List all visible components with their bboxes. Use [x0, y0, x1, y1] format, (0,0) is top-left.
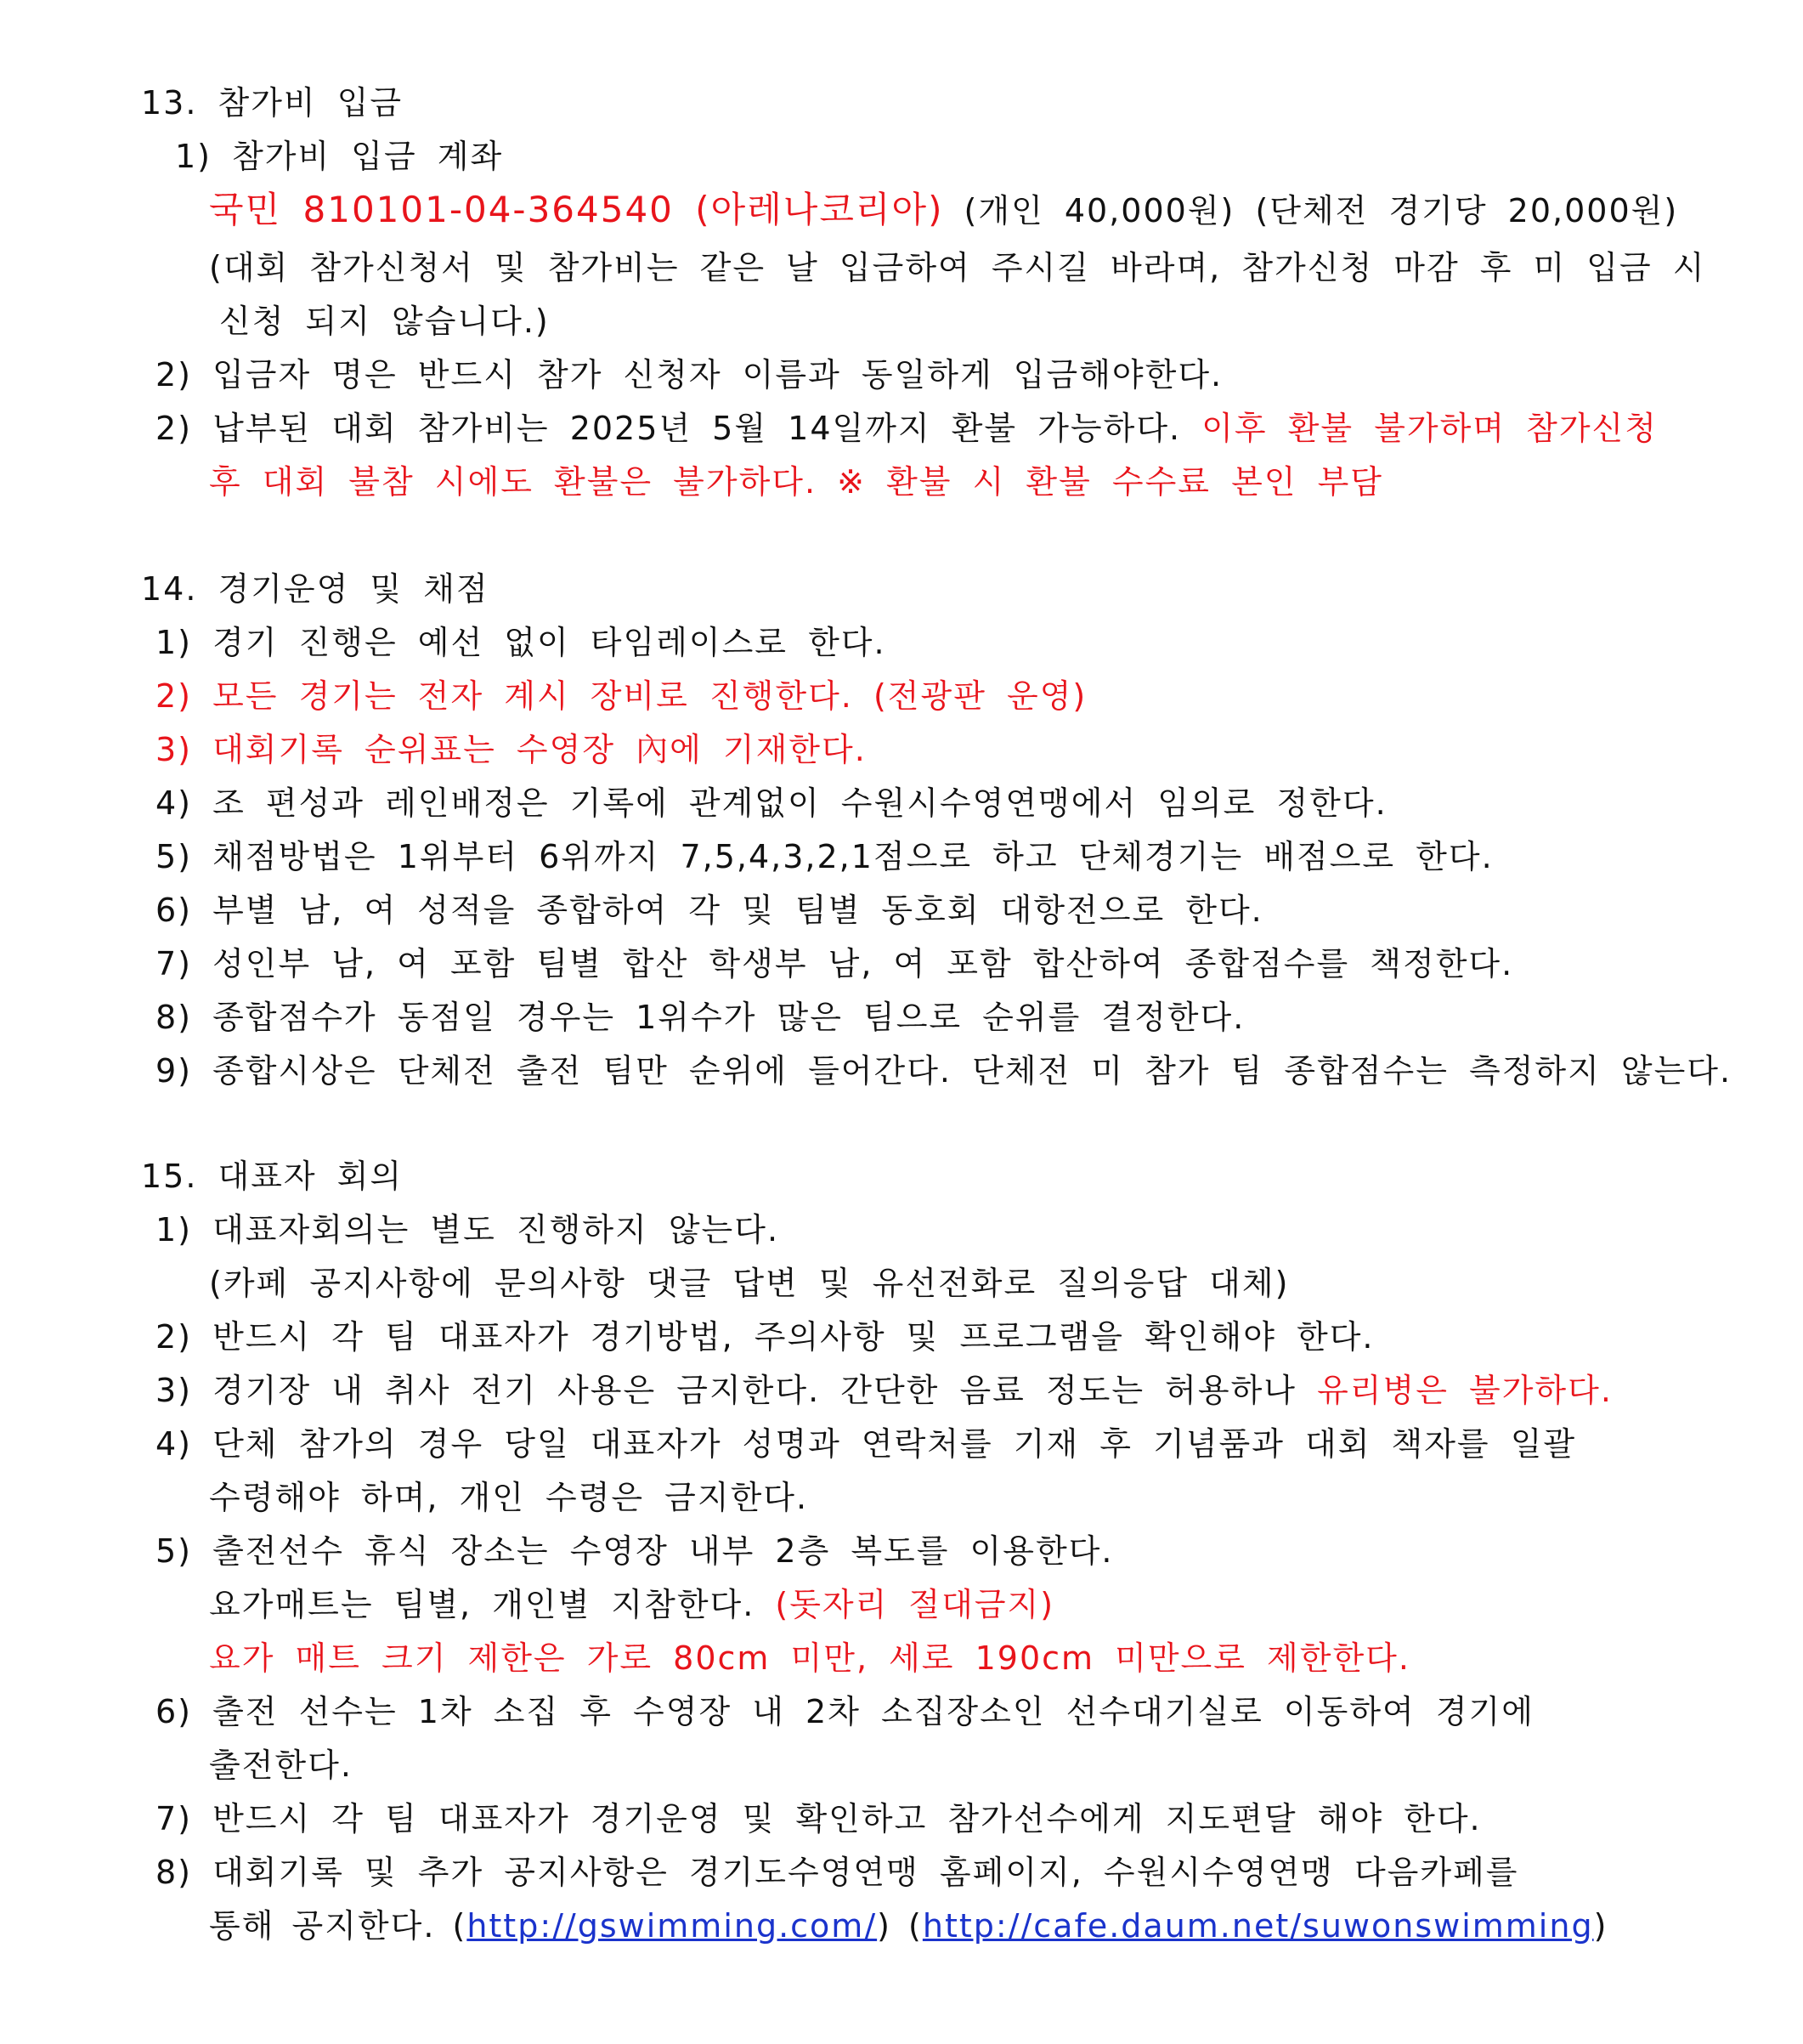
s15-item-1-note: (카페 공지사항에 문의사항 댓글 답변 및 유선전화로 질의응답 대체)	[209, 1265, 1290, 1302]
s15-item-3	[155, 1371, 1613, 1410]
s15-item-6-cont: 출전한다.	[209, 1747, 353, 1784]
cooking-rule: 3) 경기장 내 취사 전기 사용은 금지한다. 간단한 음료 정도는 허용하나	[155, 1372, 1318, 1409]
refund-warning: 이후 환불 불가하며 참가신청	[1201, 410, 1658, 447]
s14-item-2: 2) 모든 경기는 전자 계시 장비로 진행한다. (전광판 운영)	[155, 677, 1088, 715]
s15-item-4-cont: 수령해야 하며, 개인 수령은 금지한다.	[209, 1479, 809, 1516]
s13-item-2a: 2) 입금자 명은 반드시 참가 신청자 이름과 동일하게 입금해야한다.	[155, 356, 1224, 394]
mat-ban-warning: (돗자리 절대금지)	[775, 1586, 1055, 1623]
section-15-heading: 15. 대표자 회의	[141, 1158, 404, 1195]
s15-item-8: 8) 대회기록 및 추가 공지사항은 경기도수영연맹 홈페이지, 수원시수영연맹 다음카페를	[155, 1854, 1519, 1891]
links-suffix: )	[1593, 1907, 1608, 1945]
s15-item-1: 1) 대표자회의는 별도 진행하지 않는다.	[155, 1211, 780, 1248]
s13-note-line-2: 신청 되지 않습니다.)	[219, 303, 550, 340]
bank-account: 국민 810101-04-364540 (아레나코리아)	[209, 189, 944, 230]
s14-item-4: 4) 조 편성과 레인배정은 기록에 관계없이 수원시수영연맹에서 임의로 정한다.	[155, 784, 1388, 822]
section-14-heading: 14. 경기운영 및 채점	[141, 570, 489, 608]
s13-item-1-title: 1) 참가비 입금 계좌	[175, 138, 504, 175]
fee-info: (개인 40,000원) (단체전 경기당 20,000원)	[943, 192, 1679, 229]
s13-note-line-1: (대회 참가신청서 및 참가비는 같은 날 입금하여 주시길 바라며, 참가신청 마감 후 미 입금 시	[209, 249, 1706, 286]
s14-item-5: 5) 채점방법은 1위부터 6위까지 7,5,4,3,2,1점으로 하고 단체경기는 배점으로 한다.	[155, 838, 1494, 875]
s14-item-8: 8) 종합점수가 동점일 경우는 1위수가 많은 팀으로 순위를 결정한다.	[155, 999, 1246, 1036]
s13-item-2b	[155, 409, 1658, 448]
s15-item-5-mat	[209, 1585, 1054, 1624]
s13-account-line	[209, 190, 1678, 230]
yoga-mat-rule: 요가매트는 팀별, 개인별 지참한다.	[209, 1586, 776, 1623]
s15-item-5: 5) 출전선수 휴식 장소는 수영장 내부 2층 복도를 이용한다.	[155, 1532, 1114, 1570]
s14-item-7: 7) 성인부 남, 여 포함 팀별 합산 학생부 남, 여 포함 합산하여 종합점수를 책정한다.	[155, 945, 1514, 982]
links-prefix: 통해 공지한다. (	[209, 1907, 467, 1945]
s15-item-4: 4) 단체 참가의 경우 당일 대표자가 성명과 연락처를 기재 후 기념품과 대회 책자를 일괄	[155, 1425, 1577, 1463]
s15-item-6: 6) 출전 선수는 1차 소집 후 수영장 내 2차 소집장소인 선수대기실로 이동하여 경기에	[155, 1693, 1535, 1730]
s15-item-2: 2) 반드시 각 팀 대표자가 경기방법, 주의사항 및 프로그램을 확인해야 한다.	[155, 1318, 1375, 1356]
s14-item-3: 3) 대회기록 순위표는 수영장 內에 기재한다.	[155, 731, 867, 768]
s14-item-6: 6) 부별 남, 여 성적을 종합하여 각 및 팀별 동호회 대항전으로 한다.	[155, 892, 1263, 929]
s14-item-1: 1) 경기 진행은 예선 없이 타임레이스로 한다.	[155, 624, 886, 661]
links-separator: ) (	[877, 1907, 923, 1945]
gswimming-link[interactable]: http://gswimming.com/	[466, 1907, 878, 1945]
refund-deadline: 2) 납부된 대회 참가비는 2025년 5월 14일까지 환불 가능하다.	[155, 410, 1202, 447]
suwon-cafe-link[interactable]: http://cafe.daum.net/suwonswimming	[922, 1907, 1594, 1945]
yoga-mat-size-limit: 요가 매트 크기 제한은 가로 80cm 미만, 세로 190cm 미만으로 제한한다.	[209, 1639, 1410, 1677]
glass-bottle-warning: 유리병은 불가하다.	[1317, 1372, 1613, 1409]
s14-item-9: 9) 종합시상은 단체전 출전 팀만 순위에 들어간다. 단체전 미 참가 팀 종합점수는 측정하지 않는다.	[155, 1052, 1732, 1090]
refund-warning-cont: 후 대회 불참 시에도 환불은 불가하다. ※ 환불 시 환불 수수료 본인 부담	[209, 463, 1383, 501]
s15-item-7: 7) 반드시 각 팀 대표자가 경기운영 및 확인하고 참가선수에게 지도편달 해야 한다.	[155, 1800, 1482, 1837]
s15-item-8-links	[209, 1906, 1608, 1945]
section-13-heading: 13. 참가비 입금	[141, 84, 404, 122]
